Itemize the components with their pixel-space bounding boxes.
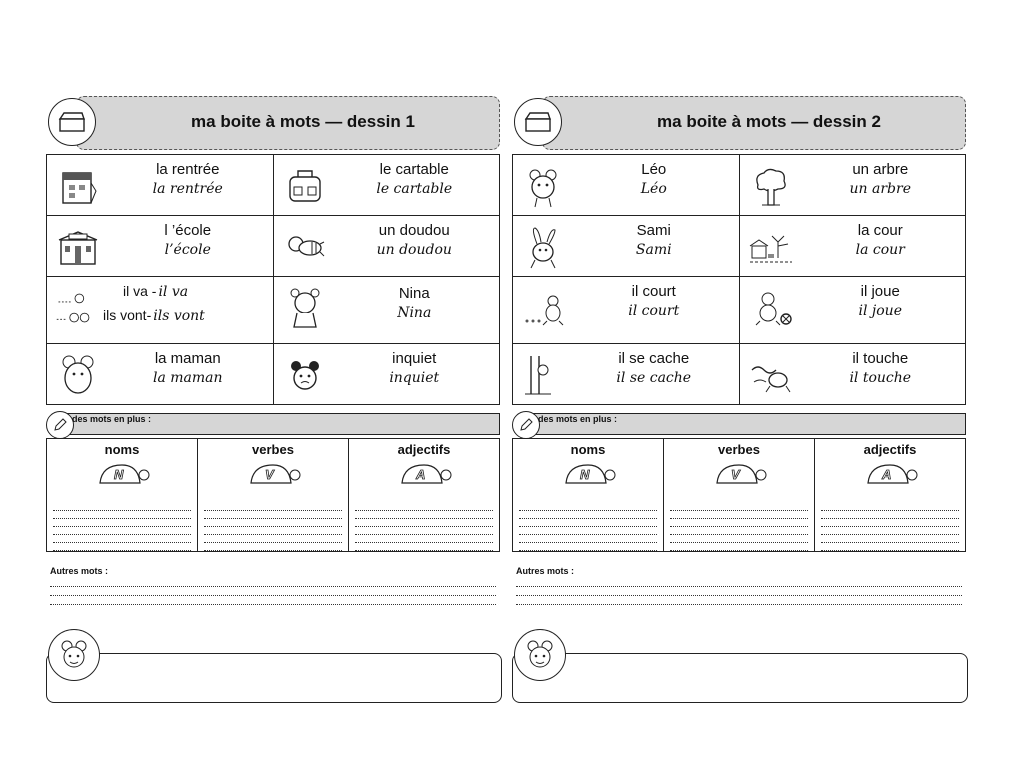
word-print: l ’école (164, 222, 212, 239)
playground-icon (748, 224, 794, 270)
word-cursive: Léo (640, 181, 667, 197)
other-words-label: Autres mots : (516, 566, 575, 576)
category-letter: V (265, 467, 274, 482)
answer-box (46, 653, 502, 703)
word-cell (513, 155, 740, 216)
other-words-label: Autres mots : (50, 566, 109, 576)
word-cell (274, 155, 501, 216)
word-cursive: la maman (152, 370, 223, 386)
word-cursive: il touche (849, 370, 912, 386)
word-cursive: inquiet (389, 370, 440, 386)
word-print: Sami (636, 222, 671, 239)
category-letter: N (580, 467, 590, 482)
category-title: adjectifs (397, 442, 451, 457)
word-print: le cartable (379, 161, 449, 178)
extra-words-header (512, 411, 966, 435)
other-words-lines (50, 578, 496, 605)
word-cursive: Sami (635, 242, 672, 258)
word-cell (740, 277, 967, 344)
extra-words-label: des mots en plus : (72, 414, 152, 424)
word-cursive: la rentrée (152, 181, 223, 197)
category-title: noms (570, 442, 606, 457)
panel-header (512, 96, 966, 152)
walking-mice-icon (55, 285, 95, 331)
word-cursive: il se cache (616, 370, 692, 386)
word-cursive: la cour (855, 242, 905, 258)
extra-words-table (512, 438, 966, 552)
word-grid (512, 154, 966, 405)
word-cell (513, 344, 740, 405)
word-print: la rentrée (156, 161, 220, 178)
schoolbag-icon (282, 163, 328, 209)
word-print: inquiet (392, 350, 437, 367)
word-cell (47, 155, 274, 216)
category-letter: A (416, 467, 426, 482)
drawing-footer (46, 629, 500, 703)
extra-words-table (46, 438, 500, 552)
hiding-icon (521, 352, 567, 398)
school-building-icon (55, 224, 101, 270)
word-cursive: l’école (164, 242, 211, 258)
word-cell (274, 344, 501, 405)
word-cell (274, 216, 501, 277)
mouse-character-icon (48, 629, 100, 681)
teddy-bear-icon (282, 224, 328, 270)
bear-boy-icon (521, 163, 567, 209)
word-print: un doudou (378, 222, 450, 239)
turtle-icon (243, 459, 303, 489)
extra-words-header (46, 411, 500, 435)
category-column (47, 439, 198, 551)
worried-face-icon (282, 352, 328, 398)
word-cell (740, 155, 967, 216)
turtle-icon (709, 459, 769, 489)
word-cell (47, 216, 274, 277)
category-column (513, 439, 664, 551)
word-cell (47, 277, 274, 344)
playing-ball-icon (748, 285, 794, 331)
word-print: la maman (154, 350, 221, 367)
category-column (349, 439, 500, 551)
category-letter: N (114, 467, 124, 482)
word-print: il touche (852, 350, 909, 367)
word-print: il se cache (618, 350, 690, 367)
category-title: verbes (252, 442, 294, 457)
word-cursive: il joue (858, 303, 902, 319)
word-print: il court (631, 283, 676, 300)
word-box-panel-1 (46, 96, 500, 703)
rabbit-icon (521, 224, 567, 270)
girl-icon (282, 285, 328, 331)
touching-icon (748, 352, 794, 398)
mouse-mother-icon (55, 352, 101, 398)
verb-print: ils vont- (103, 307, 152, 323)
verb-cursive: il va (158, 284, 189, 300)
word-print: il joue (860, 283, 900, 300)
page-title: ma boite à mots — dessin 2 (657, 112, 881, 131)
mouse-character-icon (514, 629, 566, 681)
tree-icon (748, 163, 794, 209)
word-cell (513, 277, 740, 344)
word-cell (740, 344, 967, 405)
word-cursive: un arbre (849, 181, 911, 197)
running-icon (521, 285, 567, 331)
word-cursive: un doudou (376, 242, 452, 258)
turtle-icon (860, 459, 920, 489)
extra-words-label: des mots en plus : (538, 414, 618, 424)
pencil-icon (46, 411, 74, 439)
word-print: Léo (641, 161, 667, 178)
word-cell (274, 277, 501, 344)
panel-header (46, 96, 500, 152)
category-letter: V (731, 467, 740, 482)
category-title: verbes (718, 442, 760, 457)
word-print: la cour (857, 222, 903, 239)
calendar-icon (55, 163, 101, 209)
other-words-lines (516, 578, 962, 605)
word-cell (47, 344, 274, 405)
word-cursive: le cartable (376, 181, 453, 197)
word-grid (46, 154, 500, 405)
verb-cursive: ils vont (153, 308, 205, 324)
turtle-icon (92, 459, 152, 489)
drawing-footer (512, 629, 966, 703)
pencil-icon (512, 411, 540, 439)
box-icon (514, 98, 562, 146)
category-title: adjectifs (863, 442, 917, 457)
category-column (198, 439, 349, 551)
answer-box (512, 653, 968, 703)
word-box-panel-2 (512, 96, 966, 703)
word-cursive: Nina (397, 305, 432, 321)
category-title: noms (104, 442, 140, 457)
word-print: un arbre (852, 161, 909, 178)
box-icon (48, 98, 96, 146)
category-letter: A (882, 467, 892, 482)
word-print: Nina (398, 285, 430, 302)
turtle-icon (394, 459, 454, 489)
word-cell (740, 216, 967, 277)
category-column (815, 439, 966, 551)
category-column (664, 439, 815, 551)
page-title: ma boite à mots — dessin 1 (191, 112, 415, 131)
word-cell (513, 216, 740, 277)
verb-print: il va - (123, 283, 157, 299)
word-cursive: il court (628, 303, 680, 319)
turtle-icon (558, 459, 618, 489)
